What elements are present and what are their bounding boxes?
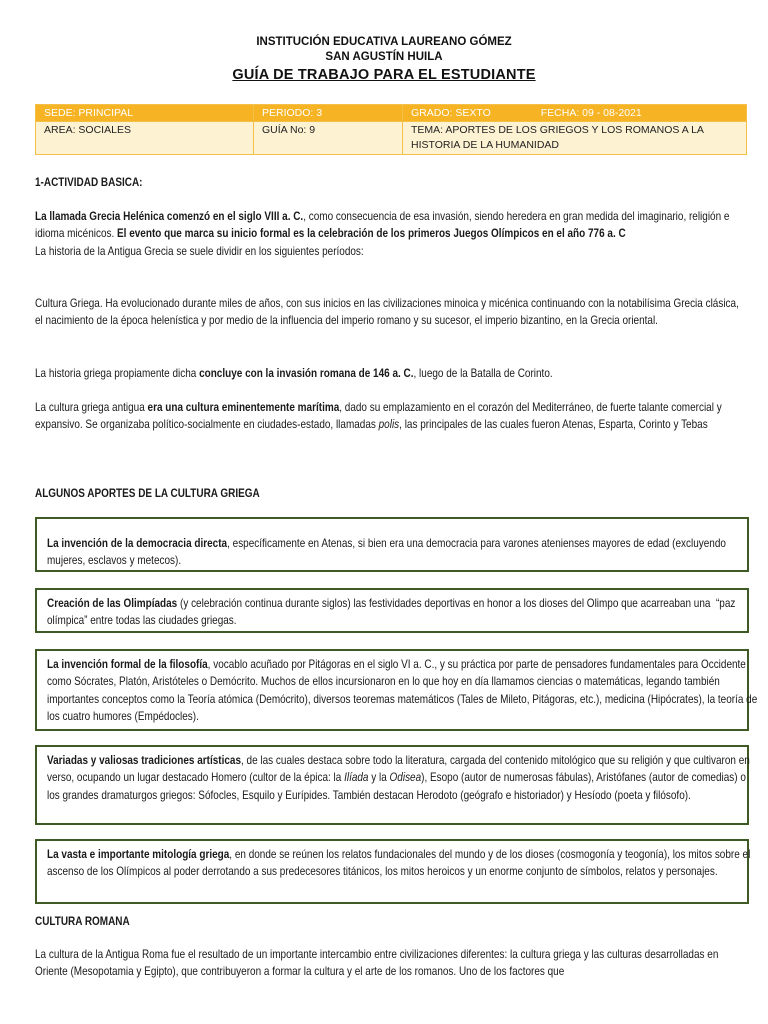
- section-heading-actividad: 1-ACTIVIDAD BASICA:: [35, 176, 143, 189]
- aporte-text: Creación de las Olimpíadas (y celebración continua durante siglos) las festividades deportivas en honor a los dioses del Olimpo que acarreaban una “paz olímpica” entre todas las ciudades griegas.: [47, 597, 736, 628]
- guia-cell: GUÍA No: 9: [254, 122, 403, 155]
- bold-text: La llamada Grecia Helénica comenzó en el siglo VIII a. C.: [35, 210, 304, 223]
- info-table-row-details: [36, 122, 747, 155]
- aporte-text: La invención de la democracia directa, específicamente en Atenas, si bien era una democracia para varones atenienses mayores de edad (excluyendo mujeres, esclavos y metecos).: [47, 537, 726, 568]
- grado-label: GRADO: SEXTO: [411, 107, 491, 119]
- bold-text: concluye con la invasión romana de 146 a. C.: [199, 367, 414, 380]
- paragraph-cultura-romana: La cultura de la Antigua Roma fue el resultado de un importante intercambio entre civilizaciones diferentes: la cultura griega y las culturas desarrolladas en Oriente (Mesopotamia y Egipto), que contribuyeron a formar la cultura y el arte de los romanos. Uno de los factores que: [35, 948, 719, 979]
- info-table-row-header: [36, 105, 747, 122]
- aporte-box-artes: [35, 745, 749, 825]
- paragraph-periodos: La historia de la Antigua Grecia se suele dividir en los siguientes períodos:: [35, 244, 364, 258]
- aporte-text: La invención formal de la filosofía, vocablo acuñado por Pitágoras en el siglo VI a. C., y su práctica por parte de pensadores fundamentales para Occidente como Sócrates, Platón, Aristóteles o Demócrito. Muchos de ellos incursionaron en lo que hoy en día llamamos ciencias o matemáticas, legando también importantes conceptos como la Teoría atómica (Demócrito), diversos teoremas matemáticos (Tales de Mileto, Pitágoras, etc.), medicina (Hipócrates), la teoría de los cuatro humores (Empédocles).: [47, 658, 758, 724]
- paragraph-maritima: La cultura griega antigua era una cultura eminentemente marítima, dado su emplazamiento en el corazón del Mediterráneo, de fuerte talante comercial y expansivo. Se organizaba político-socialmente en ciudades-estado, llamadas polis, las principales de las cuales fueron Atenas, Esparta, Corinto y Tebas: [35, 401, 722, 432]
- grado-fecha-cell: [403, 105, 747, 122]
- paragraph-grecia-helenica: La llamada Grecia Helénica comenzó en el siglo VIII a. C., como consecuencia de esa invasión, siendo heredera en gran medida del imaginario, religión e idioma micénicos. El evento que marca su inicio formal es la celebración de los primeros Juegos Olímpicos en el año 776 a. C La historia de la Antigua Grecia se suele dividir en los siguientes períodos:: [35, 210, 730, 258]
- aporte-box-democracia: [35, 517, 749, 572]
- section-heading-cultura-romana: CULTURA ROMANA: [35, 915, 130, 928]
- institution-name: INSTITUCIÓN EDUCATIVA LAUREANO GÓMEZ: [256, 36, 512, 48]
- info-table: [35, 104, 747, 155]
- aporte-text: Variadas y valiosas tradiciones artísticas, de las cuales destaca sobre todo la literatura, cargada del contenido mitológico que su religión y que cultivaron en verso, ocupando un lugar destacado Homero (cultor de la épica: la Ilíada y la Odisea), Esopo (autor de numerosas fábulas), Aristófanes (autor de comedias) o los grandes dramaturgos griegos: Sófocles, Esquilo y Eurípides. También destacan Herodoto (geógrafo e historiador) y Hesíodo (poeta y filósofo).: [47, 754, 750, 802]
- aporte-box-filosofia: [35, 649, 758, 731]
- tema-cell: TEMA: APORTES DE LOS GRIEGOS Y LOS ROMANOS A LA HISTORIA DE LA HUMANIDAD: [403, 122, 747, 155]
- bold-text: era una cultura eminentemente marítima: [147, 401, 340, 414]
- periodo-cell: PERIODO: 3: [254, 105, 403, 122]
- sede-cell: SEDE: PRINCIPAL: [36, 105, 254, 122]
- institution-location: SAN AGUSTÍN HUILA: [325, 51, 443, 63]
- bold-text: El evento que marca su inicio formal es la celebración de los primeros Juegos Olímpicos en el año 776 a. C: [117, 227, 626, 241]
- document-title: GUÍA DE TRABAJO PARA EL ESTUDIANTE: [232, 67, 536, 83]
- area-cell: AREA: SOCIALES: [36, 122, 254, 155]
- section-heading-aportes: ALGUNOS APORTES DE LA CULTURA GRIEGA: [35, 487, 260, 500]
- fecha-label: FECHA: 09 - 08-2021: [540, 107, 642, 119]
- paragraph-cultura-griega: Cultura Griega. Ha evolucionado durante miles de años, con sus inicios en las civilizaciones minoica y micénica continuando con la notabilísima Grecia clásica, el nacimiento de la época helenística y por medio de la influencia del imperio romano y su sucesor, el imperio bizantino, en la Grecia oriental.: [35, 297, 739, 328]
- aporte-box-olimpiadas: [35, 588, 749, 633]
- aporte-box-mitologia: [35, 839, 749, 904]
- aporte-text: La vasta e importante mitología griega, en donde se reúnen los relatos fundacionales del mundo y de los dioses (cosmogonía y teogonía), los mitos sobre el ascenso de los Olímpicos al poder derrotando a sus predecesores titánicos, los mitos heroicos y un enorme conjunto de símbolos, relatos y personajes.: [47, 848, 751, 879]
- paragraph-conclusion: La historia griega propiamente dicha concluye con la invasión romana de 146 a. C., luego de la Batalla de Corinto.: [35, 367, 553, 380]
